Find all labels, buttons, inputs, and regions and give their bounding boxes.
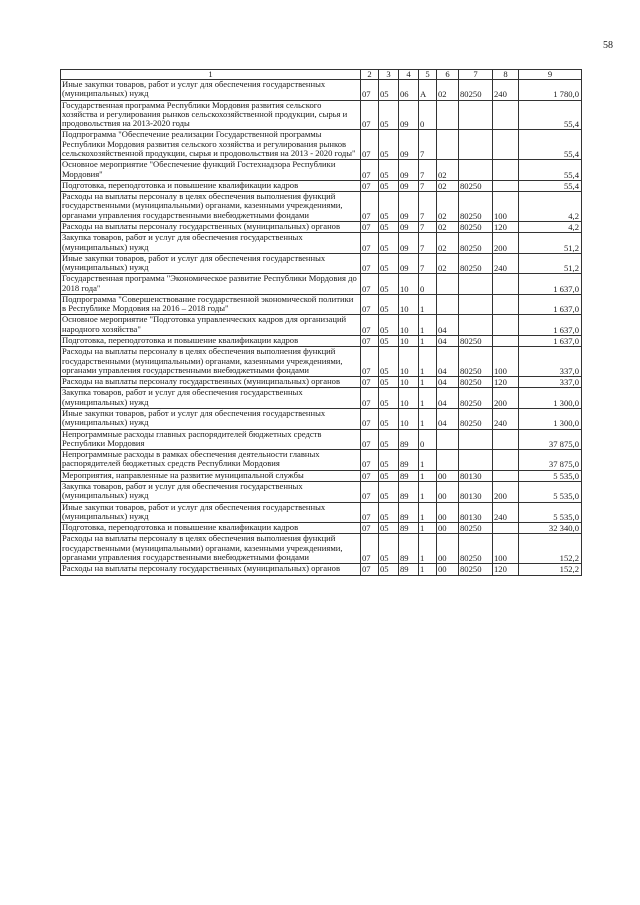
- code-c8: 120: [493, 221, 519, 232]
- row-name: Иные закупки товаров, работ и услуг для обеспечения государственных (муниципальных) нужд: [61, 502, 361, 523]
- code-c8: [493, 523, 519, 534]
- code-c7: 80250: [459, 233, 493, 254]
- code-c8: [493, 180, 519, 191]
- code-c8: [493, 100, 519, 130]
- code-c8: 100: [493, 192, 519, 222]
- code-c4: 09: [399, 253, 419, 274]
- code-c7: 80250: [459, 347, 493, 377]
- code-c6: 00: [437, 502, 459, 523]
- table-row: [61, 502, 582, 523]
- table-row: [61, 429, 582, 450]
- table-row: [61, 523, 582, 534]
- code-c8: [493, 130, 519, 160]
- code-c2: 07: [361, 564, 379, 575]
- row-sum: 5 535,0: [519, 470, 582, 481]
- code-c3: 05: [379, 450, 399, 471]
- code-c4: 10: [399, 409, 419, 430]
- row-name: Государственная программа Республики Мордовия развития сельского хозяйства и регулирования рынков сельскохозяйственной продукции, сырья и продовольствия на 2013-2020 годы: [61, 100, 361, 130]
- table-row: [61, 534, 582, 564]
- code-c5: 1: [419, 564, 437, 575]
- code-c5: 1: [419, 315, 437, 336]
- code-c8: [493, 336, 519, 347]
- code-c5: 0: [419, 274, 437, 295]
- row-sum: 1 637,0: [519, 315, 582, 336]
- row-name: Расходы на выплаты персоналу в целях обеспечения выполнения функций государственными (муниципальными) органами, казенными учреждениями, органами управления государственными внебюджетными фондами: [61, 534, 361, 564]
- row-name: Расходы на выплаты персоналу в целях обеспечения выполнения функций государственными (муниципальными) органами, казенными учреждениями, органами управления государственными внебюджетными фондами: [61, 192, 361, 222]
- page-number: 58: [603, 40, 613, 51]
- code-c6: [437, 294, 459, 315]
- code-c6: 04: [437, 336, 459, 347]
- code-c8: [493, 429, 519, 450]
- table-row: [61, 336, 582, 347]
- code-c3: 05: [379, 294, 399, 315]
- code-c2: 07: [361, 100, 379, 130]
- header-cell: 1: [61, 70, 361, 80]
- row-name: Мероприятия, направленные на развитие муниципальной службы: [61, 470, 361, 481]
- code-c4: 89: [399, 564, 419, 575]
- code-c8: 200: [493, 481, 519, 502]
- code-c2: 07: [361, 377, 379, 388]
- table-row: [61, 294, 582, 315]
- row-sum: 37 875,0: [519, 450, 582, 471]
- code-c4: 09: [399, 100, 419, 130]
- code-c3: 05: [379, 336, 399, 347]
- code-c7: 80130: [459, 502, 493, 523]
- code-c8: [493, 294, 519, 315]
- row-name: Подготовка, переподготовка и повышение квалификации кадров: [61, 523, 361, 534]
- code-c3: 05: [379, 253, 399, 274]
- code-c7: 80130: [459, 481, 493, 502]
- code-c5: 1: [419, 409, 437, 430]
- table-row: [61, 274, 582, 295]
- table-row: [61, 221, 582, 232]
- code-c4: 10: [399, 294, 419, 315]
- code-c4: 10: [399, 315, 419, 336]
- code-c4: 89: [399, 429, 419, 450]
- code-c8: 240: [493, 80, 519, 101]
- code-c3: 05: [379, 377, 399, 388]
- table-row: [61, 100, 582, 130]
- header-cell: 2: [361, 70, 379, 80]
- budget-table: [60, 69, 582, 576]
- code-c3: 05: [379, 180, 399, 191]
- row-sum: 55,4: [519, 180, 582, 191]
- code-c4: 10: [399, 388, 419, 409]
- code-c7: [459, 274, 493, 295]
- row-name: Иные закупки товаров, работ и услуг для обеспечения государственных (муниципальных) нужд: [61, 253, 361, 274]
- code-c6: 02: [437, 233, 459, 254]
- row-name: Подпрограмма "Совершенствование государственной экономической политики в Республике Мордовия на 2016 – 2018 годы": [61, 294, 361, 315]
- code-c8: 100: [493, 534, 519, 564]
- code-c2: 07: [361, 429, 379, 450]
- code-c3: 05: [379, 192, 399, 222]
- code-c5: 1: [419, 377, 437, 388]
- code-c6: [437, 429, 459, 450]
- code-c2: 07: [361, 274, 379, 295]
- code-c3: 05: [379, 233, 399, 254]
- table-row: [61, 253, 582, 274]
- code-c5: А: [419, 80, 437, 101]
- code-c4: 09: [399, 233, 419, 254]
- code-c4: 89: [399, 450, 419, 471]
- row-sum: 1 300,0: [519, 409, 582, 430]
- code-c3: 05: [379, 130, 399, 160]
- code-c4: 89: [399, 502, 419, 523]
- code-c6: 04: [437, 347, 459, 377]
- row-name: Подпрограмма "Обеспечение реализации Государственной программы Республики Мордовия развития сельского хозяйства и регулирования рынков сельскохозяйственной продукции, сырья и продовольствия на 2013 - 2020 годы": [61, 130, 361, 160]
- header-row: [61, 70, 582, 80]
- code-c4: 89: [399, 481, 419, 502]
- code-c6: 02: [437, 160, 459, 181]
- row-sum: 55,4: [519, 160, 582, 181]
- row-name: Расходы на выплаты персоналу государственных (муниципальных) органов: [61, 221, 361, 232]
- code-c2: 07: [361, 294, 379, 315]
- row-sum: 1 300,0: [519, 388, 582, 409]
- code-c2: 07: [361, 523, 379, 534]
- code-c5: 7: [419, 180, 437, 191]
- row-sum: 5 535,0: [519, 502, 582, 523]
- code-c3: 05: [379, 347, 399, 377]
- code-c2: 07: [361, 130, 379, 160]
- code-c3: 05: [379, 315, 399, 336]
- row-sum: 51,2: [519, 233, 582, 254]
- row-sum: 1 780,0: [519, 80, 582, 101]
- code-c3: 05: [379, 470, 399, 481]
- code-c6: 04: [437, 315, 459, 336]
- code-c5: 1: [419, 470, 437, 481]
- code-c6: 00: [437, 470, 459, 481]
- code-c6: 02: [437, 80, 459, 101]
- code-c3: 05: [379, 502, 399, 523]
- code-c7: [459, 315, 493, 336]
- table-row: [61, 80, 582, 101]
- code-c2: 07: [361, 253, 379, 274]
- code-c2: 07: [361, 470, 379, 481]
- code-c4: 10: [399, 377, 419, 388]
- code-c5: 1: [419, 347, 437, 377]
- row-sum: 1 637,0: [519, 274, 582, 295]
- code-c3: 05: [379, 564, 399, 575]
- code-c8: 120: [493, 564, 519, 575]
- code-c6: 04: [437, 409, 459, 430]
- row-sum: 337,0: [519, 347, 582, 377]
- row-name: Подготовка, переподготовка и повышение квалификации кадров: [61, 180, 361, 191]
- code-c2: 07: [361, 180, 379, 191]
- row-sum: 32 340,0: [519, 523, 582, 534]
- code-c4: 09: [399, 221, 419, 232]
- code-c3: 05: [379, 534, 399, 564]
- code-c6: 02: [437, 221, 459, 232]
- row-sum: 152,2: [519, 564, 582, 575]
- code-c6: [437, 274, 459, 295]
- code-c3: 05: [379, 409, 399, 430]
- row-name: Закупка товаров, работ и услуг для обеспечения государственных (муниципальных) нужд: [61, 388, 361, 409]
- code-c5: 7: [419, 221, 437, 232]
- code-c8: 240: [493, 502, 519, 523]
- row-sum: 55,4: [519, 130, 582, 160]
- code-c2: 07: [361, 315, 379, 336]
- code-c7: 80250: [459, 377, 493, 388]
- code-c3: 05: [379, 221, 399, 232]
- code-c8: [493, 274, 519, 295]
- row-name: Расходы на выплаты персоналу в целях обеспечения выполнения функций государственными (муниципальными) органами, казенными учреждениями, органами управления государственными внебюджетными фондами: [61, 347, 361, 377]
- code-c6: 00: [437, 523, 459, 534]
- code-c5: 7: [419, 253, 437, 274]
- table-row: [61, 470, 582, 481]
- code-c2: 07: [361, 502, 379, 523]
- row-name: Непрограммные расходы в рамках обеспечения деятельности главных распорядителей бюджетных средств Республики Мордовия: [61, 450, 361, 471]
- row-name: Государственная программа "Экономическое развитие Республики Мордовия до 2018 года": [61, 274, 361, 295]
- code-c7: [459, 130, 493, 160]
- header-cell: 4: [399, 70, 419, 80]
- row-name: Расходы на выплаты персоналу государственных (муниципальных) органов: [61, 564, 361, 575]
- code-c3: 05: [379, 274, 399, 295]
- code-c5: 1: [419, 294, 437, 315]
- code-c6: 00: [437, 564, 459, 575]
- code-c5: 7: [419, 233, 437, 254]
- code-c7: 80250: [459, 409, 493, 430]
- code-c4: 06: [399, 80, 419, 101]
- row-sum: 152,2: [519, 534, 582, 564]
- code-c6: 00: [437, 481, 459, 502]
- header-cell: 8: [493, 70, 519, 80]
- table-row: [61, 180, 582, 191]
- table-row: [61, 564, 582, 575]
- code-c5: 7: [419, 192, 437, 222]
- code-c4: 89: [399, 534, 419, 564]
- code-c2: 07: [361, 409, 379, 430]
- code-c5: 0: [419, 429, 437, 450]
- row-name: Иные закупки товаров, работ и услуг для обеспечения государственных (муниципальных) нужд: [61, 80, 361, 101]
- code-c5: 7: [419, 130, 437, 160]
- header-cell: 7: [459, 70, 493, 80]
- row-name: Основное мероприятие "Подготовка управленческих кадров для организаций народного хозяйства": [61, 315, 361, 336]
- code-c3: 05: [379, 388, 399, 409]
- code-c7: 80250: [459, 564, 493, 575]
- code-c6: [437, 100, 459, 130]
- code-c5: 1: [419, 502, 437, 523]
- code-c4: 10: [399, 347, 419, 377]
- code-c6: 04: [437, 388, 459, 409]
- code-c5: 1: [419, 523, 437, 534]
- header-cell: 6: [437, 70, 459, 80]
- code-c2: 07: [361, 450, 379, 471]
- code-c5: 1: [419, 336, 437, 347]
- code-c2: 07: [361, 388, 379, 409]
- header-cell: 3: [379, 70, 399, 80]
- code-c7: 80250: [459, 336, 493, 347]
- row-sum: 5 535,0: [519, 481, 582, 502]
- code-c4: 10: [399, 274, 419, 295]
- row-sum: 1 637,0: [519, 336, 582, 347]
- code-c7: 80250: [459, 253, 493, 274]
- code-c3: 05: [379, 429, 399, 450]
- table-row: [61, 233, 582, 254]
- code-c7: [459, 450, 493, 471]
- code-c8: [493, 315, 519, 336]
- row-sum: 1 637,0: [519, 294, 582, 315]
- code-c6: 00: [437, 534, 459, 564]
- code-c8: [493, 470, 519, 481]
- row-name: Основное мероприятие "Обеспечение функций Гостехнадзора Республики Мордовия": [61, 160, 361, 181]
- code-c5: 0: [419, 100, 437, 130]
- code-c7: 80250: [459, 192, 493, 222]
- code-c4: 09: [399, 192, 419, 222]
- code-c4: 89: [399, 523, 419, 534]
- row-name: Закупка товаров, работ и услуг для обеспечения государственных (муниципальных) нужд: [61, 233, 361, 254]
- code-c3: 05: [379, 523, 399, 534]
- table-row: [61, 192, 582, 222]
- code-c8: [493, 450, 519, 471]
- code-c3: 05: [379, 160, 399, 181]
- code-c5: 1: [419, 534, 437, 564]
- code-c7: [459, 294, 493, 315]
- code-c6: 02: [437, 192, 459, 222]
- code-c8: [493, 160, 519, 181]
- code-c4: 09: [399, 160, 419, 181]
- code-c8: 200: [493, 233, 519, 254]
- code-c4: 10: [399, 336, 419, 347]
- code-c7: 80250: [459, 180, 493, 191]
- code-c2: 07: [361, 347, 379, 377]
- row-sum: 55,4: [519, 100, 582, 130]
- code-c8: 120: [493, 377, 519, 388]
- code-c7: [459, 160, 493, 181]
- table-row: [61, 388, 582, 409]
- row-name: Закупка товаров, работ и услуг для обеспечения государственных (муниципальных) нужд: [61, 481, 361, 502]
- code-c2: 07: [361, 160, 379, 181]
- code-c7: 80250: [459, 523, 493, 534]
- code-c7: 80130: [459, 470, 493, 481]
- code-c8: 240: [493, 253, 519, 274]
- code-c5: 1: [419, 481, 437, 502]
- code-c5: 1: [419, 450, 437, 471]
- table-row: [61, 315, 582, 336]
- table-row: [61, 481, 582, 502]
- code-c7: 80250: [459, 534, 493, 564]
- code-c2: 07: [361, 534, 379, 564]
- row-sum: 37 875,0: [519, 429, 582, 450]
- row-name: Непрограммные расходы главных распорядителей бюджетных средств Республики Мордовия: [61, 429, 361, 450]
- code-c4: 89: [399, 470, 419, 481]
- code-c7: [459, 100, 493, 130]
- table-row: [61, 450, 582, 471]
- code-c2: 07: [361, 192, 379, 222]
- code-c7: 80250: [459, 221, 493, 232]
- row-name: Подготовка, переподготовка и повышение квалификации кадров: [61, 336, 361, 347]
- code-c4: 09: [399, 180, 419, 191]
- code-c8: 200: [493, 388, 519, 409]
- code-c2: 07: [361, 221, 379, 232]
- code-c7: 80250: [459, 388, 493, 409]
- table-row: [61, 130, 582, 160]
- code-c6: [437, 130, 459, 160]
- code-c6: [437, 450, 459, 471]
- code-c6: 04: [437, 377, 459, 388]
- code-c7: [459, 429, 493, 450]
- table-row: [61, 347, 582, 377]
- code-c3: 05: [379, 80, 399, 101]
- code-c6: 02: [437, 180, 459, 191]
- row-sum: 4,2: [519, 221, 582, 232]
- table-row: [61, 377, 582, 388]
- table-row: [61, 409, 582, 430]
- code-c2: 07: [361, 80, 379, 101]
- code-c2: 07: [361, 233, 379, 254]
- header-cell: 5: [419, 70, 437, 80]
- code-c3: 05: [379, 100, 399, 130]
- code-c5: 1: [419, 388, 437, 409]
- row-sum: 51,2: [519, 253, 582, 274]
- row-name: Иные закупки товаров, работ и услуг для обеспечения государственных (муниципальных) нужд: [61, 409, 361, 430]
- row-sum: 337,0: [519, 377, 582, 388]
- code-c7: 80250: [459, 80, 493, 101]
- row-name: Расходы на выплаты персоналу государственных (муниципальных) органов: [61, 377, 361, 388]
- code-c2: 07: [361, 481, 379, 502]
- code-c2: 07: [361, 336, 379, 347]
- code-c8: 100: [493, 347, 519, 377]
- code-c5: 7: [419, 160, 437, 181]
- row-sum: 4,2: [519, 192, 582, 222]
- code-c6: 02: [437, 253, 459, 274]
- table-row: [61, 160, 582, 181]
- code-c4: 09: [399, 130, 419, 160]
- header-cell: 9: [519, 70, 582, 80]
- code-c3: 05: [379, 481, 399, 502]
- code-c8: 240: [493, 409, 519, 430]
- table-body: [61, 80, 582, 576]
